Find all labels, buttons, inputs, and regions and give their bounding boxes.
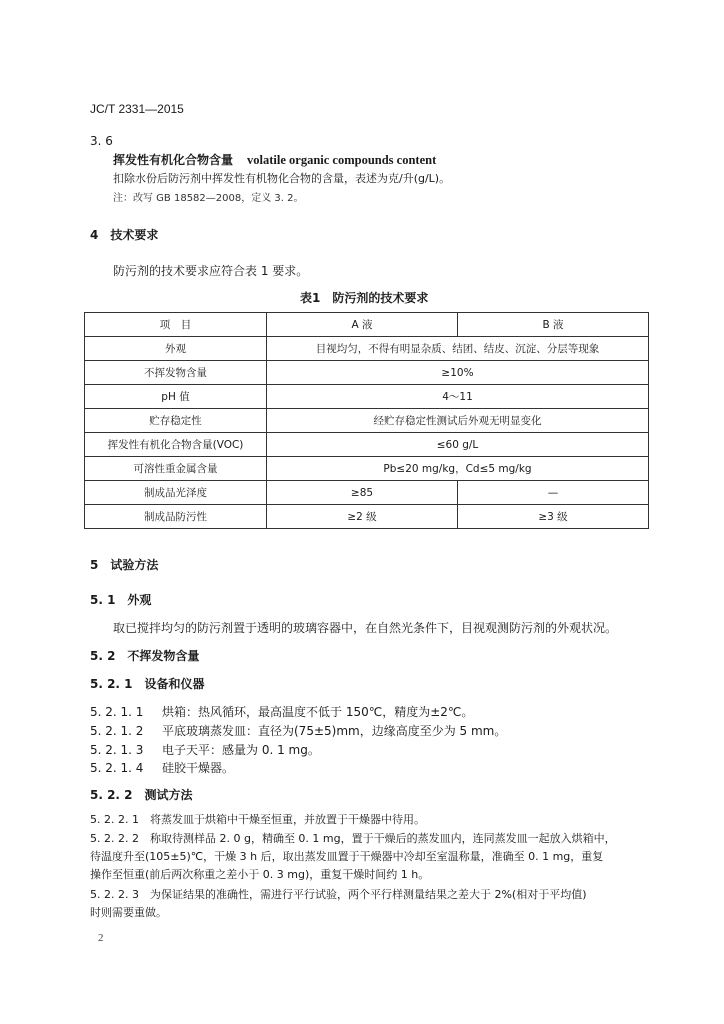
term-en: volatile organic compounds content xyxy=(247,153,437,167)
equipment-number: 5. 2. 1. 1 xyxy=(90,705,144,719)
row-value: 4～11 xyxy=(267,385,649,409)
equipment-item xyxy=(90,703,473,720)
equipment-item xyxy=(90,722,506,739)
row-value: 目视均匀，不得有明显杂质、结团、结皮、沉淀、分层等现象 xyxy=(267,337,649,361)
table-row xyxy=(85,385,649,409)
row-value-b: ≥3 级 xyxy=(458,505,649,529)
row-item: 外观 xyxy=(85,337,267,361)
table-row xyxy=(85,361,649,385)
section-5-2-1-heading: 5. 2. 1 设备和仪器 xyxy=(90,677,205,691)
clause-5-2-2-2-line1: 5. 2. 2. 2 称取待测样品 2. 0 g，精确至 0. 1 mg，置于干燥后的蒸发皿内，连同蒸发皿一起放入烘箱中， xyxy=(90,832,616,845)
section-5-1-body: 取已搅拌均匀的防污剂置于透明的玻璃容器中，在自然光条件下，目视观测防污剂的外观状况。 xyxy=(113,621,618,635)
row-item: 制成品光泽度 xyxy=(85,481,267,505)
clause-5-2-2-2-line2: 待温度升至(105±5)℃，干燥 3 h 后，取出蒸发皿置于干燥器中冷却至室温称量，准确至 0. 1 mg，重复 xyxy=(90,850,604,863)
section-4-heading: 4 技术要求 xyxy=(90,228,159,242)
section-4-body: 防污剂的技术要求应符合表 1 要求。 xyxy=(113,264,309,278)
term-definition: 扣除水份后防污剂中挥发性有机物化合物的含量，表述为克/升(g/L)。 xyxy=(113,172,451,185)
term-heading xyxy=(113,151,436,168)
row-value-a: ≥85 xyxy=(267,481,458,505)
equipment-item xyxy=(90,741,320,758)
table-title: 表1 防污剂的技术要求 xyxy=(300,291,429,305)
clause-5-2-2-3-line1: 5. 2. 2. 3 为保证结果的准确性，需进行平行试验，两个平行样测量结果之差大于 2%(相对于平均值) xyxy=(90,888,587,901)
table-row xyxy=(85,505,649,529)
row-value: ≥10% xyxy=(267,361,649,385)
section-5-2-2-heading: 5. 2. 2 测试方法 xyxy=(90,788,193,802)
equipment-text: 硅胶干燥器。 xyxy=(162,761,235,775)
row-value: 经贮存稳定性测试后外观无明显变化 xyxy=(267,409,649,433)
term-cn: 挥发性有机化合物含量 xyxy=(113,153,234,167)
clause-5-2-2-2-line3: 操作至恒重(前后两次称重之差小于 0. 3 mg)，重复干燥时间约 1 h。 xyxy=(90,868,430,881)
row-item: 不挥发物含量 xyxy=(85,361,267,385)
equipment-text: 平底玻璃蒸发皿：直径为(75±5)mm，边缘高度至少为 5 mm。 xyxy=(162,724,507,738)
equipment-number: 5. 2. 1. 4 xyxy=(90,761,144,775)
header-a: A 液 xyxy=(267,313,458,337)
row-item: 可溶性重金属含量 xyxy=(85,457,267,481)
equipment-number: 5. 2. 1. 2 xyxy=(90,724,144,738)
row-item: 制成品防污性 xyxy=(85,505,267,529)
section-5-2-heading: 5. 2 不挥发物含量 xyxy=(90,649,200,663)
row-item: 贮存稳定性 xyxy=(85,409,267,433)
term-note: 注：改写 GB 18582—2008，定义 3. 2。 xyxy=(113,193,304,204)
row-value-b: — xyxy=(458,481,649,505)
equipment-number: 5. 2. 1. 3 xyxy=(90,743,144,757)
equipment-text: 烘箱：热风循环，最高温度不低于 150℃，精度为±2℃。 xyxy=(162,705,474,719)
section-5-heading: 5 试验方法 xyxy=(90,558,159,572)
table-row xyxy=(85,481,649,505)
row-value-a: ≥2 级 xyxy=(267,505,458,529)
row-item: pH 值 xyxy=(85,385,267,409)
row-item: 挥发性有机化合物含量(VOC) xyxy=(85,433,267,457)
header-item: 项 目 xyxy=(85,313,267,337)
table-row xyxy=(85,433,649,457)
header-b: B 液 xyxy=(458,313,649,337)
section-number-3-6: 3. 6 xyxy=(90,134,113,148)
clause-5-2-2-3-line2: 时则需要重做。 xyxy=(90,906,167,919)
spec-table xyxy=(84,312,649,529)
row-value: ≤60 g/L xyxy=(267,433,649,457)
table-row xyxy=(85,457,649,481)
clause-5-2-2-1: 5. 2. 2. 1 将蒸发皿于烘箱中干燥至恒重，并放置于干燥器中待用。 xyxy=(90,813,425,826)
equipment-item xyxy=(90,759,234,776)
standard-code: JC/T 2331—2015 xyxy=(90,102,184,116)
table-header-row xyxy=(85,313,649,337)
page-number: 2 xyxy=(98,932,104,944)
table-row xyxy=(85,409,649,433)
equipment-text: 电子天平：感量为 0. 1 mg。 xyxy=(162,743,320,757)
section-5-1-heading: 5. 1 外观 xyxy=(90,593,152,607)
row-value: Pb≤20 mg/kg，Cd≤5 mg/kg xyxy=(267,457,649,481)
table-row xyxy=(85,337,649,361)
